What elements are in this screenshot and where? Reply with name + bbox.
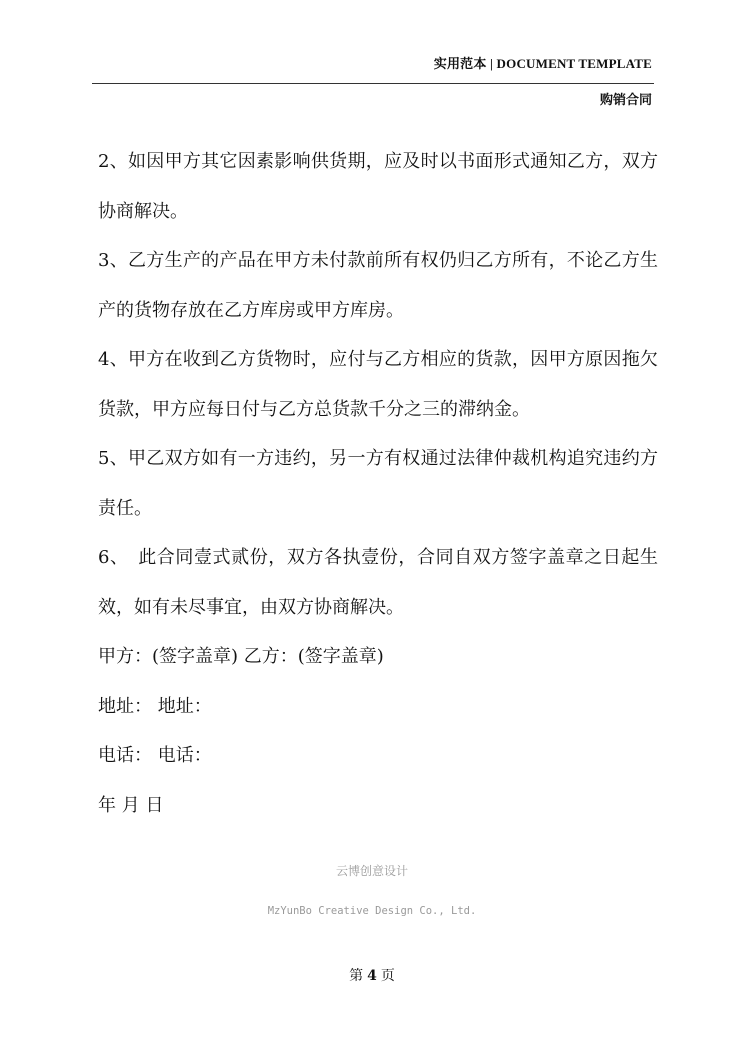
footer-company-en: MzYunBo Creative Design Co., Ltd. [267, 905, 477, 917]
date-line: 年 月 日 [98, 794, 164, 816]
header-divider [92, 83, 654, 84]
clause-5: 5、甲乙双方如有一方违约，另一方有权通过法律仲裁机构追究违约方责任。 [98, 448, 658, 519]
signature-line: 甲方：(签字盖章) 乙方：(签字盖章) [98, 646, 384, 667]
clause-6: 6、 此合同壹式贰份，双方各执壹份，合同自双方签字盖章之日起生效，如有未尽事宜，由双方协商解决。 [98, 547, 658, 618]
clause-4: 4、甲方在收到乙方货物时，应付与乙方相应的货款，因甲方原因拖欠货款，甲方应每日付与乙方总货款千分之三的滞纳金。 [98, 349, 658, 420]
clause-3: 3、乙方生产的产品在甲方未付款前所有权仍归乙方所有，不论乙方生产的货物存放在乙方库房或甲方库房。 [98, 250, 658, 321]
page-number-value: 4 [367, 968, 377, 984]
header-title: 实用范本 | DOCUMENT TEMPLATE [433, 56, 652, 71]
page-number [0, 965, 744, 985]
address-line: 地址： 地址： [98, 695, 212, 717]
clause-2: 2、如因甲方其它因素影响供货期，应及时以书面形式通知乙方，双方协商解决。 [98, 151, 658, 222]
header-subtitle: 购销合同 [599, 93, 652, 108]
contract-body [98, 137, 658, 830]
phone-line: 电话： 电话： [98, 745, 212, 766]
footer-company-cn: 云博创意设计 [335, 864, 408, 878]
page-suffix: 页 [380, 968, 395, 984]
page-prefix: 第 [349, 968, 364, 984]
